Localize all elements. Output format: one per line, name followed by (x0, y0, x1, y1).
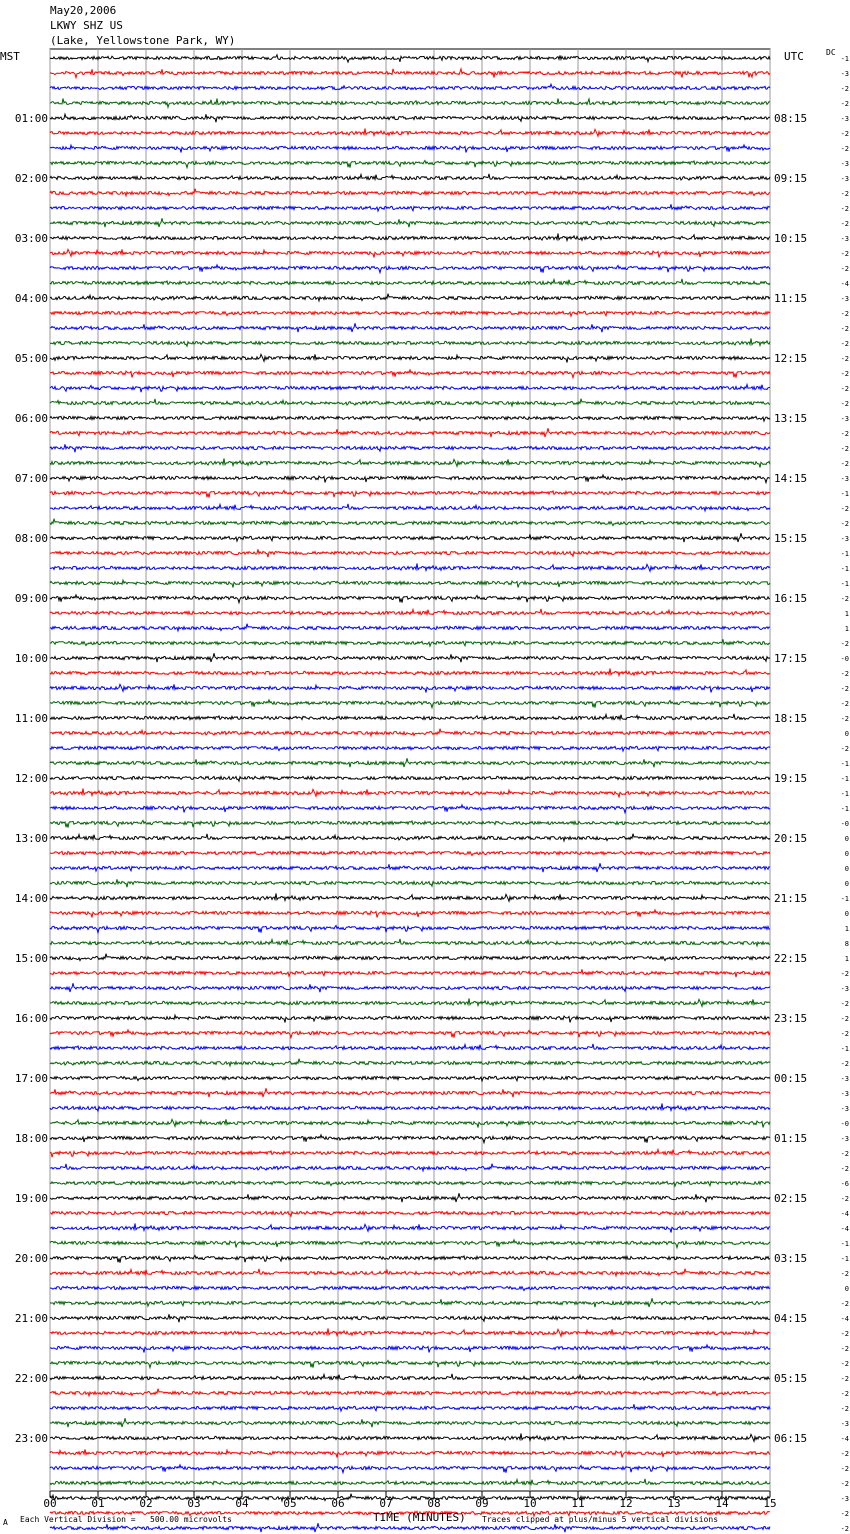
dc-offset-label: -3 (840, 160, 849, 168)
seismic-trace (50, 1044, 770, 1050)
seismic-trace (50, 1361, 770, 1368)
x-tick-label: 14 (715, 1497, 729, 1510)
seismic-trace (50, 834, 770, 841)
dc-offset-label: -2 (840, 1330, 849, 1338)
seismic-trace (50, 145, 770, 153)
dc-offset-label: -1 (840, 1045, 849, 1053)
hour-label-right: 14:15 (774, 472, 808, 485)
dc-offset-label: -2 (840, 220, 849, 228)
dc-offset-label: -3 (840, 115, 849, 123)
seismic-trace (50, 1286, 770, 1290)
dc-offset-label: -3 (840, 475, 849, 483)
hour-label-right: 08:15 (774, 112, 808, 125)
dc-offset-label: 0 (844, 1285, 849, 1293)
dc-offset-label: -2 (840, 1165, 849, 1173)
dc-offset-label: -3 (840, 1495, 849, 1503)
seismic-trace (50, 1135, 770, 1143)
seismic-trace (50, 999, 770, 1007)
hour-label-right: 16:15 (774, 592, 808, 605)
dc-offset-label: -2 (840, 1360, 849, 1368)
dc-offset-label: -3 (840, 1105, 849, 1113)
seismic-trace (50, 428, 770, 437)
dc-offset-label: -4 (840, 1210, 849, 1218)
seismic-trace (50, 55, 770, 62)
seismic-trace (50, 399, 770, 406)
dc-offset-label: -1 (840, 550, 849, 558)
hour-label-left: 03:00 (14, 232, 48, 245)
seismic-trace (50, 983, 770, 992)
hour-label-left: 04:00 (14, 292, 48, 305)
x-tick-label: 03 (187, 1497, 201, 1510)
plot-frame (50, 49, 770, 1491)
seismic-trace (50, 114, 770, 122)
seismic-trace (50, 234, 770, 241)
seismic-trace (50, 189, 770, 196)
seismic-trace (50, 1449, 770, 1457)
hour-label-left: 21:00 (14, 1312, 48, 1325)
hour-label-left: 05:00 (14, 352, 48, 365)
x-tick-label: 02 (139, 1497, 153, 1510)
dc-offset-label: -2 (840, 1300, 849, 1308)
hour-label-left: 13:00 (14, 832, 48, 845)
seismic-trace (50, 714, 770, 720)
dc-offset-label: -2 (840, 385, 849, 393)
seismic-trace (50, 1104, 770, 1112)
seismic-trace (50, 595, 770, 603)
seismic-trace (50, 1211, 770, 1216)
dc-offset-label: -2 (840, 460, 849, 468)
seismic-trace (50, 1465, 770, 1473)
seismic-trace (50, 323, 770, 332)
hour-label-left: 06:00 (14, 412, 48, 425)
dc-offset-label: -1 (840, 895, 849, 903)
hour-label-left: 01:00 (14, 112, 48, 125)
x-tick-label: 11 (571, 1497, 585, 1510)
dc-offset-label: -2 (840, 100, 849, 108)
clip-note: Traces clipped at plus/minus 5 vertical divisions (482, 1515, 719, 1524)
dc-offset-label: 0 (844, 880, 849, 888)
dc-offset-label: -2 (840, 370, 849, 378)
seismic-trace (50, 1181, 770, 1186)
dc-offset-label: -3 (840, 175, 849, 183)
seismic-trace (50, 1404, 770, 1411)
seismic-trace (50, 1240, 770, 1248)
hour-label-left: 22:00 (14, 1372, 48, 1385)
seismic-trace (50, 354, 770, 362)
seismic-trace (50, 639, 770, 646)
hour-label-right: 06:15 (774, 1432, 808, 1445)
dc-offset-label: -3 (840, 1135, 849, 1143)
dc-offset-label: -3 (840, 1075, 849, 1083)
hour-label-right: 00:15 (774, 1072, 808, 1085)
dc-offset-label: -2 (840, 445, 849, 453)
dc-offset-label: -4 (840, 1225, 849, 1233)
seismic-trace (50, 1088, 770, 1097)
seismic-trace (50, 444, 770, 452)
dc-offset-label: -4 (840, 280, 849, 288)
x-tick-label: 06 (331, 1497, 345, 1510)
seismic-trace (50, 416, 770, 421)
seismic-trace (50, 1150, 770, 1158)
dc-offset-label: -1 (840, 1255, 849, 1263)
dc-offset-label: 0 (844, 850, 849, 858)
dc-offset-label: 0 (844, 910, 849, 918)
dc-offset-label: -2 (840, 355, 849, 363)
dc-offset-label: -2 (840, 1060, 849, 1068)
dc-offset-label: -6 (840, 1180, 849, 1188)
hour-label-right: 23:15 (774, 1012, 808, 1025)
dc-offset-label: -2 (840, 640, 849, 648)
seismic-trace (50, 1314, 770, 1322)
hour-label-right: 17:15 (774, 652, 808, 665)
seismic-trace (50, 204, 770, 211)
dc-offset-label: -2 (840, 1375, 849, 1383)
seismic-trace (50, 533, 770, 542)
dc-offset-label: -2 (840, 340, 849, 348)
dc-offset-label: 1 (844, 925, 849, 933)
hour-label-right: 22:15 (774, 952, 808, 965)
dc-offset-label: -2 (840, 520, 849, 528)
seismic-trace (50, 653, 770, 662)
hour-label-right: 21:15 (774, 892, 808, 905)
seismic-trace (50, 1076, 770, 1081)
seismic-trace (50, 609, 770, 615)
seismic-trace (50, 894, 770, 902)
right-timezone-label: UTC (784, 50, 804, 63)
hour-label-left: 19:00 (14, 1192, 48, 1205)
seismic-trace (50, 370, 770, 378)
seismic-trace (50, 789, 770, 798)
dc-offset-label: -2 (840, 505, 849, 513)
seismic-trace (50, 1434, 770, 1442)
seismic-trace (50, 519, 770, 526)
hour-label-left: 15:00 (14, 952, 48, 965)
seismic-trace (50, 504, 770, 511)
seismic-trace (50, 84, 770, 89)
x-tick-label: 10 (523, 1497, 537, 1510)
hour-label-right: 09:15 (774, 172, 808, 185)
dc-offset-label: -3 (840, 295, 849, 303)
x-tick-label: 01 (91, 1497, 105, 1510)
dc-offset-label: -2 (840, 190, 849, 198)
seismic-trace (50, 69, 770, 78)
seismic-trace (50, 910, 770, 918)
dc-offset-label: -2 (840, 1405, 849, 1413)
dc-offset-label: -2 (840, 1000, 849, 1008)
dc-offset-label: -2 (840, 1150, 849, 1158)
hour-label-left: 17:00 (14, 1072, 48, 1085)
seismic-trace (50, 729, 770, 736)
recording-date: May20,2006 (50, 4, 117, 17)
seismic-trace (50, 1269, 770, 1276)
hour-label-right: 11:15 (774, 292, 808, 305)
seismic-trace (50, 1523, 770, 1532)
dc-offset-label: -2 (840, 325, 849, 333)
seismic-trace (50, 549, 770, 557)
dc-offset-label: -2 (840, 700, 849, 708)
dc-offset-label: -3 (840, 70, 849, 78)
left-timezone-label: MST (0, 50, 20, 63)
seismic-trace (50, 339, 770, 347)
x-axis-title: TIME (MINUTES) (373, 1511, 466, 1524)
dc-offset-label: -1 (840, 775, 849, 783)
seismic-trace (50, 758, 770, 767)
dc-offset-label: -0 (840, 655, 849, 663)
dc-offset-label: -3 (840, 535, 849, 543)
seismic-trace (50, 1193, 770, 1202)
seismic-trace (50, 1479, 770, 1485)
hour-label-right: 12:15 (774, 352, 808, 365)
seismic-trace (50, 1389, 770, 1396)
dc-offset-label: -4 (840, 1315, 849, 1323)
seismic-trace (50, 475, 770, 483)
dc-offset-label: -2 (840, 145, 849, 153)
dc-offset-label: 0 (844, 730, 849, 738)
dc-offset-label: -2 (840, 1465, 849, 1473)
seismic-trace (50, 863, 770, 872)
seismic-trace (50, 624, 770, 631)
x-tick-label: 09 (475, 1497, 489, 1510)
seismic-trace (50, 939, 770, 946)
seismic-trace (50, 1256, 770, 1263)
dc-offset-label: -2 (840, 595, 849, 603)
seismic-trace (50, 1374, 770, 1380)
hour-label-right: 20:15 (774, 832, 808, 845)
dc-offset-label: -2 (840, 430, 849, 438)
seismic-trace (50, 851, 770, 855)
hour-label-right: 18:15 (774, 712, 808, 725)
dc-offset-label: -3 (840, 1420, 849, 1428)
dc-offset-label: 0 (844, 865, 849, 873)
dc-offset-label: -1 (840, 1240, 849, 1248)
seismic-trace (50, 491, 770, 498)
hour-label-right: 01:15 (774, 1132, 808, 1145)
seismic-trace (50, 669, 770, 676)
seismic-trace (50, 459, 770, 468)
seismic-trace (50, 954, 770, 961)
hour-label-left: 10:00 (14, 652, 48, 665)
seismic-trace (50, 1329, 770, 1337)
hour-label-left: 02:00 (14, 172, 48, 185)
hour-label-right: 10:15 (774, 232, 808, 245)
hour-label-left: 16:00 (14, 1012, 48, 1025)
x-tick-label: 05 (283, 1497, 297, 1510)
dc-offset-label: -2 (840, 1195, 849, 1203)
dc-offset-label: -1 (840, 760, 849, 768)
dc-offset-label: -3 (840, 235, 849, 243)
x-tick-label: 07 (379, 1497, 393, 1510)
dc-offset-label: -2 (840, 715, 849, 723)
x-tick-label: 15 (763, 1497, 777, 1510)
seismic-trace (50, 1030, 770, 1038)
dc-offset-label: 8 (844, 940, 849, 948)
dc-offset-label: -2 (840, 1450, 849, 1458)
dc-offset-label: -2 (840, 1390, 849, 1398)
seismic-trace (50, 311, 770, 316)
seismic-trace (50, 821, 770, 828)
dc-offset-label: -2 (840, 1030, 849, 1038)
dc-offset-label: -2 (840, 85, 849, 93)
hour-label-left: 23:00 (14, 1432, 48, 1445)
scale-note: Each Vertical Division = 500.00 microvolts (20, 1515, 232, 1524)
seismic-trace (50, 98, 770, 107)
station-location: (Lake, Yellowstone Park, WY) (50, 34, 236, 47)
seismic-trace (50, 249, 770, 257)
seismic-trace (50, 1119, 770, 1127)
hour-label-left: 14:00 (14, 892, 48, 905)
hour-label-left: 18:00 (14, 1132, 48, 1145)
hour-label-left: 12:00 (14, 772, 48, 785)
dc-offset-label: -1 (840, 790, 849, 798)
dc-offset-label: -3 (840, 1090, 849, 1098)
seismic-trace (50, 580, 770, 587)
dc-offset-label: -2 (840, 1525, 849, 1533)
footer-mark: A (3, 1518, 8, 1527)
dc-offset-label: -1 (840, 565, 849, 573)
hour-label-right: 19:15 (774, 772, 808, 785)
seismic-trace (50, 700, 770, 708)
dc-offset-label: -2 (840, 745, 849, 753)
x-tick-label: 13 (667, 1497, 681, 1510)
seismic-trace (50, 1298, 770, 1307)
dc-offset-label: -2 (840, 310, 849, 318)
seismic-trace (50, 1224, 770, 1233)
dc-offset-label: -2 (840, 130, 849, 138)
dc-offset-label: -1 (840, 805, 849, 813)
dc-offset-label: -2 (840, 1480, 849, 1488)
dc-offset-label: -4 (840, 1435, 849, 1443)
seismic-trace (50, 1418, 770, 1427)
dc-offset-label: 1 (844, 610, 849, 618)
dc-offset-label: -2 (840, 1270, 849, 1278)
dc-offset-label: -2 (840, 685, 849, 693)
hour-label-left: 11:00 (14, 712, 48, 725)
dc-offset-label: -2 (840, 400, 849, 408)
dc-offset-label: -2 (840, 1015, 849, 1023)
hour-label-left: 09:00 (14, 592, 48, 605)
seismic-trace (50, 746, 770, 751)
hour-label-right: 13:15 (774, 412, 808, 425)
seismic-trace (50, 969, 770, 977)
dc-offset-label: -2 (840, 1510, 849, 1518)
dc-offset-header: DC (826, 48, 836, 57)
dc-offset-label: -3 (840, 985, 849, 993)
seismic-trace (50, 1164, 770, 1171)
dc-offset-label: -2 (840, 970, 849, 978)
seismic-trace (50, 174, 770, 180)
seismic-trace (50, 776, 770, 781)
hour-label-right: 15:15 (774, 532, 808, 545)
hour-label-right: 05:15 (774, 1372, 808, 1385)
hour-label-right: 02:15 (774, 1192, 808, 1205)
seismic-trace (50, 161, 770, 168)
hour-label-left: 08:00 (14, 532, 48, 545)
x-tick-label: 04 (235, 1497, 249, 1510)
seismic-trace (50, 1494, 770, 1501)
dc-offset-label: -2 (840, 670, 849, 678)
seismic-trace (50, 265, 770, 273)
x-tick-label: 12 (619, 1497, 633, 1510)
seismic-trace (50, 385, 770, 393)
dc-offset-label: -2 (840, 250, 849, 258)
dc-offset-label: -1 (840, 580, 849, 588)
seismic-trace (50, 926, 770, 933)
seismic-trace (50, 564, 770, 572)
seismic-trace (50, 879, 770, 887)
seismic-trace (50, 1015, 770, 1022)
seismic-trace (50, 684, 770, 692)
dc-offset-label: -0 (840, 1120, 849, 1128)
dc-offset-label: -3 (840, 415, 849, 423)
hour-label-left: 07:00 (14, 472, 48, 485)
seismic-trace (50, 129, 770, 137)
seismic-trace (50, 1059, 770, 1066)
seismic-trace (50, 805, 770, 813)
hour-label-right: 03:15 (774, 1252, 808, 1265)
dc-offset-label: 1 (844, 955, 849, 963)
dc-offset-label: -0 (840, 820, 849, 828)
dc-offset-label: 0 (844, 835, 849, 843)
x-tick-label: 08 (427, 1497, 441, 1510)
dc-offset-label: -1 (840, 490, 849, 498)
seismic-trace (50, 294, 770, 301)
dc-offset-label: -2 (840, 205, 849, 213)
seismic-trace (50, 279, 770, 285)
seismic-trace (50, 218, 770, 227)
hour-label-left: 20:00 (14, 1252, 48, 1265)
seismic-trace (50, 1345, 770, 1353)
station-code: LKWY SHZ US (50, 19, 123, 32)
hour-label-right: 04:15 (774, 1312, 808, 1325)
dc-offset-label: -2 (840, 265, 849, 273)
dc-offset-label: -2 (840, 1345, 849, 1353)
dc-offset-label: -1 (840, 55, 849, 63)
dc-offset-label: 1 (844, 625, 849, 633)
x-tick-label: 00 (43, 1497, 57, 1510)
